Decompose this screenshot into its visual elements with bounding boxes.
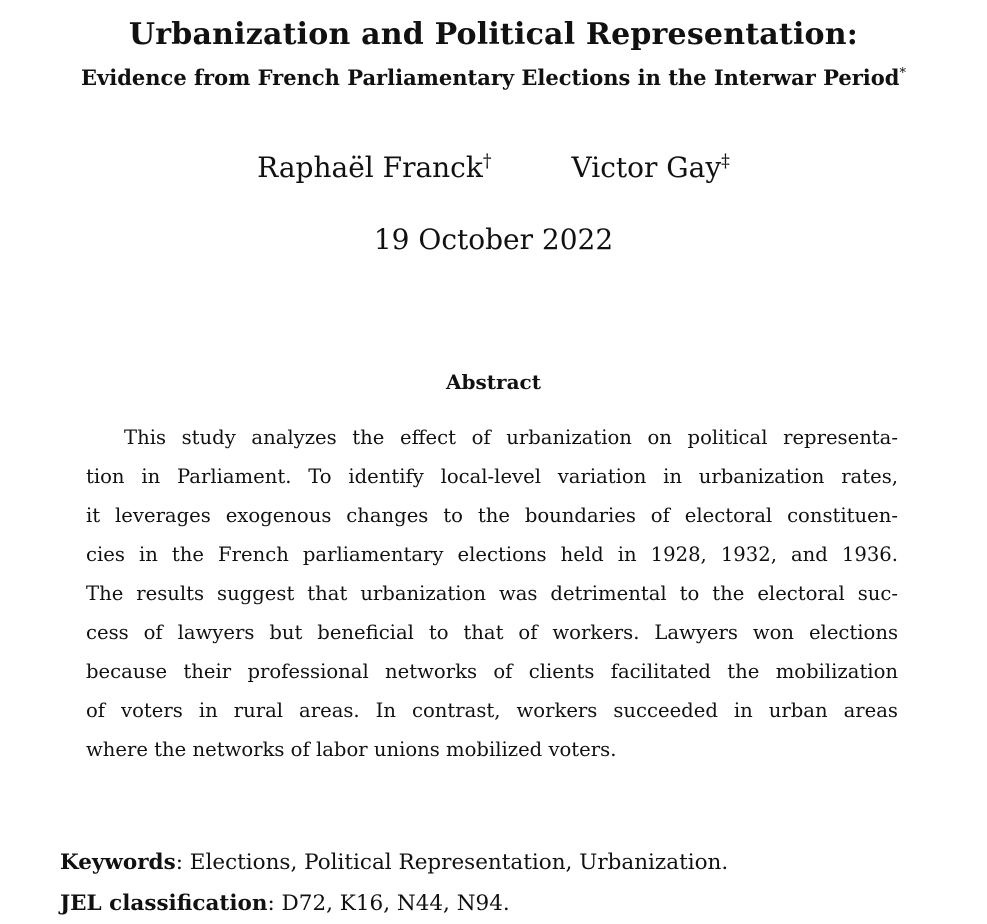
abstract-line: because their professional networks of clients facilitated the mobilization bbox=[86, 660, 898, 683]
abstract-line: where the networks of labor unions mobilized voters. bbox=[86, 738, 617, 761]
jel-value: : D72, K16, N44, N94. bbox=[267, 891, 510, 916]
abstract-line: The results suggest that urbanization was detrimental to the electoral suc- bbox=[86, 582, 898, 605]
author-2 bbox=[572, 151, 730, 184]
keywords-value: : Elections, Political Representation, Urbanization. bbox=[175, 850, 729, 875]
paper-subtitle bbox=[0, 64, 987, 92]
abstract-line: This study analyzes the effect of urbanization on political representa- bbox=[124, 426, 898, 449]
paper-subtitle-text: Evidence from French Parliamentary Elections in the Interwar Period bbox=[81, 65, 900, 90]
publication-date: 19 October 2022 bbox=[373, 223, 614, 256]
title-footnote-mark: * bbox=[899, 66, 906, 81]
abstract-line: it leverages exogenous changes to the boundaries of electoral constituen- bbox=[86, 504, 898, 527]
jel-label: JEL classification bbox=[60, 891, 268, 916]
abstract-line: cess of lawyers but beneficial to that of workers. Lawyers won elections bbox=[86, 621, 898, 644]
author-1-name: Raphaël Franck bbox=[257, 151, 483, 184]
abstract-line: of voters in rural areas. In contrast, workers succeeded in urban areas bbox=[86, 699, 898, 722]
abstract-line: cies in the French parliamentary elections held in 1928, 1932, and 1936. bbox=[86, 543, 898, 566]
keywords-label: Keywords bbox=[60, 850, 176, 875]
author-1-footnote-mark: † bbox=[482, 151, 492, 172]
author-1 bbox=[257, 151, 491, 184]
author-list bbox=[0, 150, 987, 186]
abstract-heading: Abstract bbox=[446, 370, 541, 394]
paper-title: Urbanization and Political Representation: bbox=[128, 17, 859, 52]
paper-metadata bbox=[60, 842, 728, 924]
author-2-name: Victor Gay bbox=[571, 151, 722, 184]
jel-row bbox=[60, 883, 728, 924]
abstract-line: tion in Parliament. To identify local-level variation in urbanization rates, bbox=[86, 465, 898, 488]
abstract-body bbox=[86, 418, 898, 769]
author-2-footnote-mark: ‡ bbox=[721, 151, 730, 172]
keywords-row bbox=[60, 842, 728, 883]
